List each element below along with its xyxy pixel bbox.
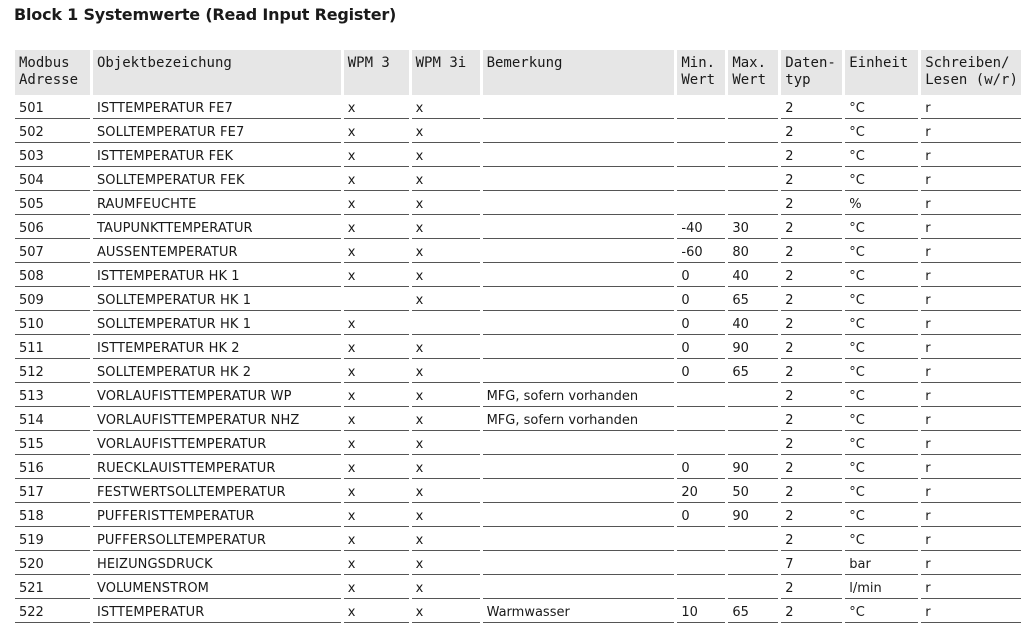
cell-min-value: -60 (677, 239, 725, 263)
cell-read-write: r (921, 383, 1021, 407)
cell-modbus-address: 513 (15, 383, 90, 407)
table-row (15, 143, 1021, 167)
cell-modbus-address: 502 (15, 119, 90, 143)
cell-min-value (677, 383, 725, 407)
cell-read-write: r (921, 119, 1021, 143)
cell-min-value (677, 143, 725, 167)
column-header-modbus-address (15, 50, 90, 95)
cell-modbus-address: 511 (15, 335, 90, 359)
cell-modbus-address: 503 (15, 143, 90, 167)
cell-unit: °C (845, 383, 918, 407)
cell-unit: % (845, 191, 918, 215)
table-row (15, 119, 1021, 143)
cell-object-name: TAUPUNKTTEMPERATUR (93, 215, 341, 239)
cell-wpm3i: x (412, 503, 480, 527)
cell-wpm3i: x (412, 167, 480, 191)
cell-max-value (728, 143, 778, 167)
column-header-object-name (93, 50, 341, 95)
cell-data-type: 2 (781, 599, 842, 623)
cell-modbus-address: 521 (15, 575, 90, 599)
column-header-line: Wert (681, 72, 716, 88)
cell-wpm3: x (344, 143, 409, 167)
cell-remark (483, 311, 675, 335)
cell-data-type: 2 (781, 431, 842, 455)
table-body (15, 95, 1021, 623)
cell-remark (483, 551, 675, 575)
cell-min-value: 20 (677, 479, 725, 503)
page-title: Block 1 Systemwerte (Read Input Register) (14, 5, 397, 24)
cell-min-value: 0 (677, 455, 725, 479)
cell-wpm3: x (344, 527, 409, 551)
cell-unit: °C (845, 503, 918, 527)
cell-data-type: 2 (781, 479, 842, 503)
cell-data-type: 2 (781, 455, 842, 479)
cell-read-write: r (921, 575, 1021, 599)
cell-data-type: 7 (781, 551, 842, 575)
cell-object-name: ISTTEMPERATUR FE7 (93, 95, 341, 119)
cell-unit: °C (845, 335, 918, 359)
column-header-line: WPM 3 (347, 55, 390, 71)
cell-read-write: r (921, 191, 1021, 215)
cell-remark (483, 335, 675, 359)
cell-data-type: 2 (781, 143, 842, 167)
cell-modbus-address: 520 (15, 551, 90, 575)
cell-object-name: SOLLTEMPERATUR HK 1 (93, 287, 341, 311)
cell-modbus-address: 506 (15, 215, 90, 239)
cell-read-write: r (921, 503, 1021, 527)
cell-wpm3i: x (412, 239, 480, 263)
cell-unit: °C (845, 431, 918, 455)
column-header-line: Objektbezeichung (96, 55, 232, 71)
cell-object-name: SOLLTEMPERATUR HK 2 (93, 359, 341, 383)
cell-read-write: r (921, 239, 1021, 263)
cell-modbus-address: 522 (15, 599, 90, 623)
cell-read-write: r (921, 359, 1021, 383)
cell-object-name: ISTTEMPERATUR HK 1 (93, 263, 341, 287)
cell-data-type: 2 (781, 359, 842, 383)
cell-max-value: 65 (728, 359, 778, 383)
cell-read-write: r (921, 287, 1021, 311)
cell-min-value: 0 (677, 263, 725, 287)
cell-max-value (728, 383, 778, 407)
cell-wpm3i: x (412, 215, 480, 239)
cell-remark (483, 167, 675, 191)
column-header-line: Einheit (849, 55, 909, 71)
cell-unit: °C (845, 287, 918, 311)
column-header-wpm3 (344, 50, 409, 95)
cell-unit: °C (845, 119, 918, 143)
cell-max-value: 90 (728, 503, 778, 527)
cell-wpm3: x (344, 119, 409, 143)
cell-min-value: 0 (677, 359, 725, 383)
cell-wpm3: x (344, 359, 409, 383)
cell-unit: °C (845, 407, 918, 431)
column-header-line: Max. (732, 55, 767, 71)
cell-max-value: 65 (728, 287, 778, 311)
cell-modbus-address: 504 (15, 167, 90, 191)
cell-data-type: 2 (781, 335, 842, 359)
table-row (15, 215, 1021, 239)
cell-modbus-address: 514 (15, 407, 90, 431)
cell-wpm3i: x (412, 455, 480, 479)
cell-unit: °C (845, 95, 918, 119)
cell-min-value: 0 (677, 335, 725, 359)
cell-remark (483, 575, 675, 599)
cell-object-name: AUSSENTEMPERATUR (93, 239, 341, 263)
cell-min-value: 10 (677, 599, 725, 623)
cell-wpm3: x (344, 311, 409, 335)
cell-remark (483, 503, 675, 527)
table-header-row (15, 50, 1021, 95)
cell-unit: °C (845, 359, 918, 383)
cell-object-name: SOLLTEMPERATUR HK 1 (93, 311, 341, 335)
cell-max-value (728, 407, 778, 431)
table-row (15, 239, 1021, 263)
cell-max-value: 90 (728, 335, 778, 359)
cell-remark (483, 431, 675, 455)
table-row (15, 599, 1021, 623)
cell-unit: °C (845, 527, 918, 551)
cell-wpm3: x (344, 239, 409, 263)
cell-wpm3i: x (412, 143, 480, 167)
cell-object-name: VORLAUFISTTEMPERATUR (93, 431, 341, 455)
cell-object-name: RAUMFEUCHTE (93, 191, 341, 215)
cell-unit: °C (845, 311, 918, 335)
cell-object-name: ISTTEMPERATUR FEK (93, 143, 341, 167)
column-header-line: Bemerkung (486, 55, 563, 71)
cell-modbus-address: 501 (15, 95, 90, 119)
cell-min-value (677, 527, 725, 551)
column-header-unit (845, 50, 918, 95)
column-header-max-value (728, 50, 778, 95)
cell-wpm3: x (344, 431, 409, 455)
cell-modbus-address: 516 (15, 455, 90, 479)
cell-read-write: r (921, 599, 1021, 623)
column-header-read-write (921, 50, 1021, 95)
table-row (15, 167, 1021, 191)
cell-data-type: 2 (781, 383, 842, 407)
cell-wpm3i: x (412, 527, 480, 551)
cell-remark (483, 479, 675, 503)
cell-wpm3i: x (412, 551, 480, 575)
cell-wpm3i: x (412, 431, 480, 455)
cell-data-type: 2 (781, 575, 842, 599)
cell-wpm3: x (344, 191, 409, 215)
cell-read-write: r (921, 431, 1021, 455)
cell-modbus-address: 510 (15, 311, 90, 335)
cell-read-write: r (921, 335, 1021, 359)
cell-remark (483, 287, 675, 311)
cell-remark (483, 527, 675, 551)
table-row (15, 527, 1021, 551)
cell-max-value (728, 575, 778, 599)
cell-data-type: 2 (781, 191, 842, 215)
cell-wpm3i: x (412, 287, 480, 311)
cell-remark: MFG, sofern vorhanden (483, 407, 675, 431)
cell-max-value: 50 (728, 479, 778, 503)
cell-wpm3: x (344, 95, 409, 119)
cell-object-name: VORLAUFISTTEMPERATUR NHZ (93, 407, 341, 431)
column-header-line: Wert (732, 72, 767, 88)
table-row (15, 359, 1021, 383)
cell-modbus-address: 518 (15, 503, 90, 527)
table-row (15, 311, 1021, 335)
cell-remark (483, 239, 675, 263)
cell-read-write: r (921, 167, 1021, 191)
column-header-line: Adresse (19, 72, 79, 88)
cell-wpm3: x (344, 479, 409, 503)
cell-remark: Warmwasser (483, 599, 675, 623)
cell-wpm3: x (344, 167, 409, 191)
cell-min-value (677, 95, 725, 119)
cell-wpm3i: x (412, 383, 480, 407)
cell-data-type: 2 (781, 215, 842, 239)
cell-max-value (728, 551, 778, 575)
cell-data-type: 2 (781, 407, 842, 431)
cell-read-write: r (921, 551, 1021, 575)
table-row (15, 503, 1021, 527)
register-table (12, 50, 1024, 623)
cell-modbus-address: 517 (15, 479, 90, 503)
cell-wpm3i: x (412, 575, 480, 599)
cell-min-value (677, 407, 725, 431)
cell-read-write: r (921, 311, 1021, 335)
cell-object-name: ISTTEMPERATUR HK 2 (93, 335, 341, 359)
cell-object-name: SOLLTEMPERATUR FEK (93, 167, 341, 191)
cell-wpm3: x (344, 503, 409, 527)
cell-min-value (677, 575, 725, 599)
column-header-wpm3i (412, 50, 480, 95)
cell-wpm3i (412, 311, 480, 335)
table-row (15, 191, 1021, 215)
cell-remark (483, 455, 675, 479)
cell-min-value: 0 (677, 503, 725, 527)
cell-wpm3: x (344, 551, 409, 575)
column-header-min-value (677, 50, 725, 95)
cell-wpm3: x (344, 215, 409, 239)
cell-unit: °C (845, 215, 918, 239)
table-row (15, 431, 1021, 455)
column-header-line: WPM 3i (415, 55, 467, 71)
cell-max-value (728, 527, 778, 551)
table-row (15, 479, 1021, 503)
cell-max-value (728, 167, 778, 191)
cell-min-value (677, 431, 725, 455)
cell-remark (483, 119, 675, 143)
cell-object-name: HEIZUNGSDRUCK (93, 551, 341, 575)
cell-data-type: 2 (781, 503, 842, 527)
table-row (15, 335, 1021, 359)
cell-remark (483, 95, 675, 119)
cell-read-write: r (921, 95, 1021, 119)
cell-read-write: r (921, 479, 1021, 503)
table-row (15, 263, 1021, 287)
cell-max-value (728, 119, 778, 143)
cell-unit: °C (845, 599, 918, 623)
column-header-line: Schreiben/ (925, 55, 1010, 71)
cell-modbus-address: 507 (15, 239, 90, 263)
cell-wpm3i: x (412, 479, 480, 503)
cell-max-value: 90 (728, 455, 778, 479)
cell-object-name: SOLLTEMPERATUR FE7 (93, 119, 341, 143)
cell-wpm3i: x (412, 191, 480, 215)
cell-unit: °C (845, 479, 918, 503)
cell-wpm3: x (344, 383, 409, 407)
cell-data-type: 2 (781, 239, 842, 263)
cell-max-value (728, 95, 778, 119)
column-header-data-type (781, 50, 842, 95)
cell-wpm3i: x (412, 335, 480, 359)
cell-max-value: 40 (728, 311, 778, 335)
cell-modbus-address: 519 (15, 527, 90, 551)
cell-remark (483, 143, 675, 167)
cell-unit: °C (845, 167, 918, 191)
column-header-line: Daten- (785, 55, 836, 71)
cell-wpm3 (344, 287, 409, 311)
cell-data-type: 2 (781, 167, 842, 191)
cell-data-type: 2 (781, 119, 842, 143)
cell-unit: °C (845, 239, 918, 263)
table-row (15, 575, 1021, 599)
column-header-remark (483, 50, 675, 95)
cell-unit: l/min (845, 575, 918, 599)
cell-unit: bar (845, 551, 918, 575)
cell-modbus-address: 509 (15, 287, 90, 311)
cell-object-name: PUFFERISTTEMPERATUR (93, 503, 341, 527)
column-header-line: Min. (681, 55, 716, 71)
cell-wpm3: x (344, 455, 409, 479)
cell-read-write: r (921, 143, 1021, 167)
cell-max-value: 30 (728, 215, 778, 239)
cell-data-type: 2 (781, 263, 842, 287)
cell-min-value (677, 119, 725, 143)
cell-max-value (728, 191, 778, 215)
cell-read-write: r (921, 263, 1021, 287)
cell-wpm3i: x (412, 119, 480, 143)
table-row (15, 383, 1021, 407)
cell-read-write: r (921, 455, 1021, 479)
cell-min-value: 0 (677, 287, 725, 311)
cell-wpm3: x (344, 407, 409, 431)
column-header-line: Lesen (w/r) (925, 72, 1018, 88)
cell-read-write: r (921, 407, 1021, 431)
cell-max-value: 65 (728, 599, 778, 623)
cell-object-name: RUECKLAUISTTEMPERATUR (93, 455, 341, 479)
cell-wpm3: x (344, 575, 409, 599)
cell-unit: °C (845, 143, 918, 167)
cell-min-value (677, 167, 725, 191)
cell-wpm3i: x (412, 95, 480, 119)
table-row (15, 95, 1021, 119)
table-row (15, 455, 1021, 479)
cell-modbus-address: 512 (15, 359, 90, 383)
cell-unit: °C (845, 455, 918, 479)
cell-wpm3: x (344, 263, 409, 287)
cell-object-name: VORLAUFISTTEMPERATUR WP (93, 383, 341, 407)
cell-wpm3i: x (412, 359, 480, 383)
cell-object-name: VOLUMENSTROM (93, 575, 341, 599)
cell-min-value: 0 (677, 311, 725, 335)
cell-max-value: 80 (728, 239, 778, 263)
cell-data-type: 2 (781, 287, 842, 311)
cell-min-value (677, 191, 725, 215)
cell-wpm3: x (344, 599, 409, 623)
cell-data-type: 2 (781, 311, 842, 335)
cell-min-value: -40 (677, 215, 725, 239)
cell-modbus-address: 508 (15, 263, 90, 287)
cell-remark (483, 215, 675, 239)
table-row (15, 407, 1021, 431)
cell-object-name: FESTWERTSOLLTEMPERATUR (93, 479, 341, 503)
cell-remark: MFG, sofern vorhanden (483, 383, 675, 407)
cell-modbus-address: 505 (15, 191, 90, 215)
cell-wpm3: x (344, 335, 409, 359)
cell-wpm3i: x (412, 407, 480, 431)
cell-max-value (728, 431, 778, 455)
cell-object-name: ISTTEMPERATUR (93, 599, 341, 623)
cell-remark (483, 191, 675, 215)
table-row (15, 287, 1021, 311)
cell-wpm3i: x (412, 599, 480, 623)
table-row (15, 551, 1021, 575)
cell-modbus-address: 515 (15, 431, 90, 455)
cell-read-write: r (921, 527, 1021, 551)
cell-data-type: 2 (781, 527, 842, 551)
cell-data-type: 2 (781, 95, 842, 119)
cell-read-write: r (921, 215, 1021, 239)
cell-min-value (677, 551, 725, 575)
cell-object-name: PUFFERSOLLTEMPERATUR (93, 527, 341, 551)
cell-remark (483, 263, 675, 287)
cell-remark (483, 359, 675, 383)
cell-unit: °C (845, 263, 918, 287)
column-header-line: Modbus (19, 55, 70, 71)
column-header-line: typ (785, 72, 811, 88)
cell-max-value: 40 (728, 263, 778, 287)
cell-wpm3i: x (412, 263, 480, 287)
